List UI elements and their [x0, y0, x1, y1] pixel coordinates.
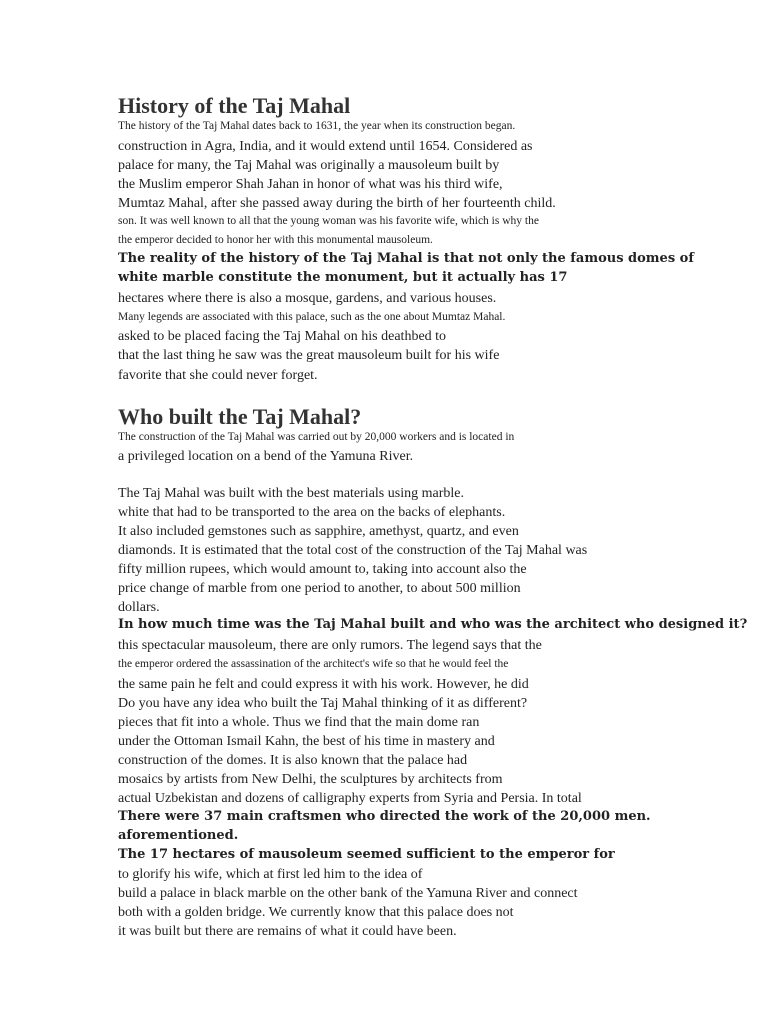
paragraph-line: construction in Agra, India, and it would extend until 1654. Considered as	[118, 139, 533, 154]
bold-paragraph-line: The reality of the history of the Taj Mahal is that not only the famous domes of	[118, 251, 694, 266]
paragraph-line: actual Uzbekistan and dozens of calligraphy experts from Syria and Persia. In total	[118, 791, 582, 806]
paragraph-line: construction of the domes. It is also known that the palace had	[118, 753, 468, 768]
paragraph-line: Many legends are associated with this palace, such as the one about Mumtaz Mahal.	[118, 311, 506, 323]
bold-paragraph-line: white marble constitute the monument, but it actually has 17	[118, 270, 568, 285]
bold-paragraph-line: The 17 hectares of mausoleum seemed sufficient to the emperor for	[118, 847, 615, 862]
paragraph-line: under the Ottoman Ismail Kahn, the best of his time in mastery and	[118, 734, 495, 749]
paragraph-line: both with a golden bridge. We currently know that this palace does not	[118, 905, 514, 920]
paragraph-line: mosaics by artists from New Delhi, the sculptures by architects from	[118, 772, 503, 787]
paragraph-line: The construction of the Taj Mahal was carried out by 20,000 workers and is located in	[118, 431, 515, 443]
bold-paragraph-line: In how much time was the Taj Mahal built and who was the architect who designed it?	[118, 617, 748, 632]
bold-paragraph-line: aforementioned.	[118, 828, 239, 843]
paragraph-line: that the last thing he saw was the great mausoleum built for his wife	[118, 348, 500, 363]
paragraph-line: son. It was well known to all that the young woman was his favorite wife, which is why the	[118, 215, 539, 227]
paragraph-line: The Taj Mahal was built with the best materials using marble.	[118, 486, 464, 501]
paragraph-line: palace for many, the Taj Mahal was originally a mausoleum built by	[118, 158, 500, 173]
paragraph-line: build a palace in black marble on the other bank of the Yamuna River and connect	[118, 886, 578, 901]
paragraph-line: dollars.	[118, 600, 160, 615]
paragraph-line: asked to be placed facing the Taj Mahal on his deathbed to	[118, 329, 447, 344]
paragraph-line: white that had to be transported to the area on the backs of elephants.	[118, 505, 506, 520]
paragraph-line: favorite that she could never forget.	[118, 368, 318, 383]
paragraph-line: it was built but there are remains of what it could have been.	[118, 924, 457, 939]
paragraph-line: Do you have any idea who built the Taj Mahal thinking of it as different?	[118, 696, 528, 711]
paragraph-line: to glorify his wife, which at first led him to the idea of	[118, 867, 423, 882]
paragraph-line: this spectacular mausoleum, there are only rumors. The legend says that the	[118, 638, 542, 653]
section-heading: Who built the Taj Mahal?	[118, 404, 362, 429]
paragraph-line: Mumtaz Mahal, after she passed away during the birth of her fourteenth child.	[118, 196, 556, 211]
paragraph-line: hectares where there is also a mosque, gardens, and various houses.	[118, 291, 497, 306]
paragraph-line: The history of the Taj Mahal dates back to 1631, the year when its construction began.	[118, 120, 516, 132]
paragraph-line: It also included gemstones such as sapphire, amethyst, quartz, and even	[118, 524, 519, 539]
bold-paragraph-line: There were 37 main craftsmen who directed the work of the 20,000 men.	[118, 809, 651, 824]
paragraph-line: a privileged location on a bend of the Yamuna River.	[118, 449, 414, 464]
paragraph-line: the emperor ordered the assassination of the architect's wife so that he would feel the	[118, 658, 509, 670]
section-heading: History of the Taj Mahal	[118, 93, 351, 118]
paragraph-line: the Muslim emperor Shah Jahan in honor of what was his third wife,	[118, 177, 503, 192]
paragraph-line: pieces that fit into a whole. Thus we find that the main dome ran	[118, 715, 480, 730]
paragraph-line: the emperor decided to honor her with this monumental mausoleum.	[118, 234, 433, 246]
paragraph-line: the same pain he felt and could express it with his work. However, he did	[118, 677, 529, 692]
paragraph-line: fifty million rupees, which would amount to, taking into account also the	[118, 562, 527, 577]
paragraph-line: diamonds. It is estimated that the total cost of the construction of the Taj Mahal was	[118, 543, 588, 558]
paragraph-line: price change of marble from one period to another, to about 500 million	[118, 581, 521, 596]
